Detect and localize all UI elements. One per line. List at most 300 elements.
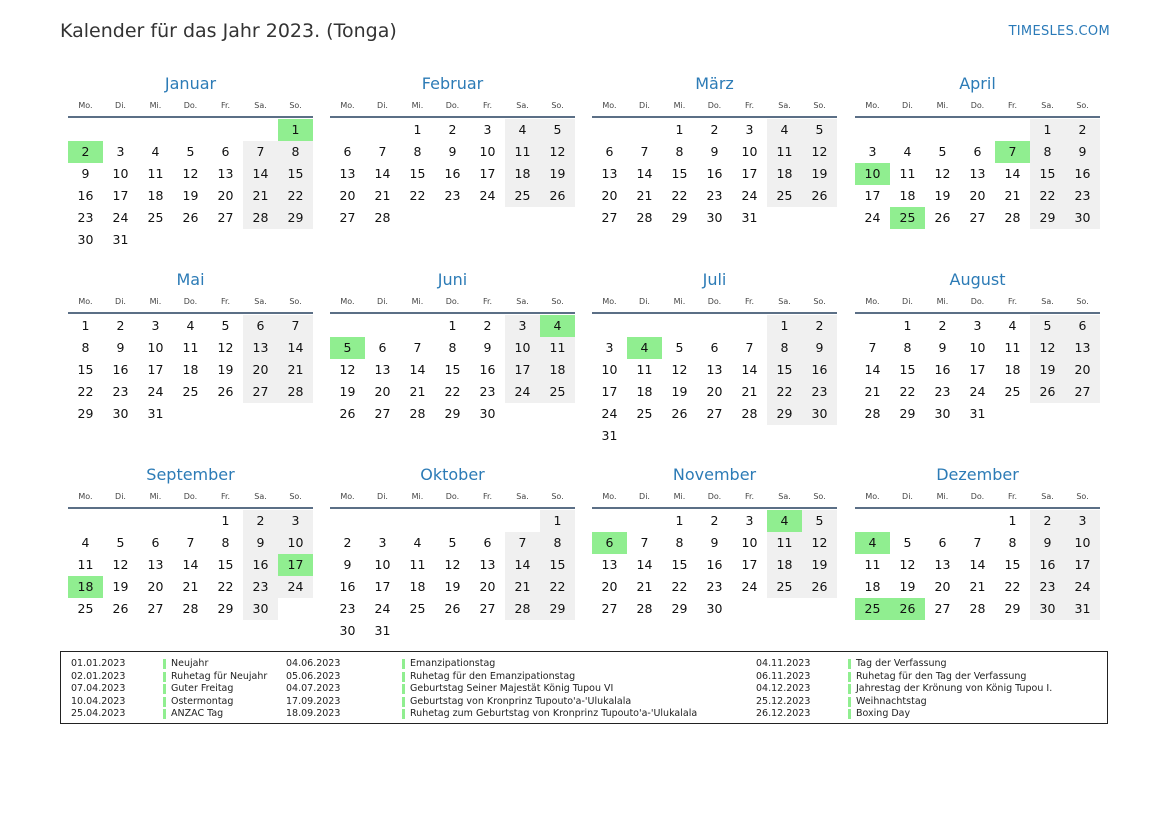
holiday-name: Ruhetag für den Emanzipationstag [410, 670, 576, 682]
month-title: Juli [702, 270, 727, 289]
empty-cell [960, 510, 995, 532]
weekday-header [592, 489, 837, 505]
weekend-day-cell: 8 [1030, 141, 1065, 163]
empty-cell [68, 510, 103, 532]
holiday-day-cell: 18 [68, 576, 103, 598]
day-cell: 22 [671, 579, 688, 594]
day-cell: 11 [899, 166, 916, 181]
legend-row [756, 696, 1052, 709]
day-cell: 3 [868, 144, 877, 159]
day-cell: 19 [339, 384, 356, 399]
week-row [68, 163, 313, 185]
holiday-name: Ruhetag für Neujahr [171, 670, 268, 682]
day-cell: 20 [706, 384, 723, 399]
week-row [68, 141, 313, 163]
day-cell: 27 [479, 601, 496, 616]
day-cell: 22 [671, 188, 688, 203]
day-cell: 29 [444, 406, 461, 421]
day-cell: 28 [409, 406, 426, 421]
weekend-day-cell: 10 [1065, 532, 1100, 554]
legend-row [71, 708, 267, 721]
holiday-date: 18.09.2023 [286, 708, 341, 719]
weekend-day-cell: 19 [802, 554, 837, 576]
weekday-label: Mi. [673, 101, 686, 110]
day-cell: 13 [969, 166, 986, 181]
weekend-day-cell: 11 [767, 532, 802, 554]
day-cell: 30 [706, 210, 723, 225]
day-cell: 23 [934, 384, 951, 399]
weekend-day-cell: 30 [1030, 598, 1065, 620]
day-cell: 1 [675, 122, 684, 137]
day-cell: 26 [112, 601, 129, 616]
day-cell: 8 [903, 340, 912, 355]
day-cell: 3 [483, 122, 492, 137]
holiday-name: Ruhetag für den Tag der Verfassung [856, 670, 1027, 682]
weekend-day-cell: 3 [1065, 510, 1100, 532]
day-cell: 9 [343, 557, 352, 572]
day-cell: 29 [671, 601, 688, 616]
holiday-date: 25.12.2023 [756, 695, 811, 707]
weekend-day-cell: 22 [767, 381, 802, 403]
day-cell: 18 [147, 188, 164, 203]
weekend-day-cell: 14 [278, 337, 313, 359]
weekend-day-cell: 19 [802, 163, 837, 185]
holiday-day-cell: 2 [68, 141, 103, 163]
weekend-day-cell: 4 [767, 119, 802, 141]
day-cell: 10 [479, 144, 496, 159]
weekday-label: So. [813, 492, 826, 501]
week-row [592, 359, 837, 381]
day-cell: 27 [217, 210, 234, 225]
holiday-day-cell: 1 [278, 119, 313, 141]
day-cell: 24 [374, 601, 391, 616]
week-row [592, 163, 837, 185]
weekday-label: Sa. [1041, 492, 1054, 501]
week-row [330, 532, 575, 554]
day-cell: 4 [1008, 318, 1017, 333]
week-row [855, 532, 1100, 554]
day-cell: 10 [147, 340, 164, 355]
empty-cell [470, 510, 505, 532]
holiday-day-cell: 25 [890, 207, 925, 229]
weekend-day-cell: 30 [243, 598, 278, 620]
week-row [855, 510, 1100, 532]
day-cell: 29 [217, 601, 234, 616]
weekend-day-cell: 11 [505, 141, 540, 163]
day-cell: 17 [969, 362, 986, 377]
weekend-day-cell: 21 [243, 185, 278, 207]
weekend-day-cell: 26 [802, 576, 837, 598]
week-row [330, 315, 575, 337]
day-cell: 18 [182, 362, 199, 377]
day-cell: 20 [217, 188, 234, 203]
day-cell: 29 [77, 406, 94, 421]
day-cell: 22 [77, 384, 94, 399]
weekend-day-cell: 18 [767, 554, 802, 576]
day-cell: 26 [671, 406, 688, 421]
week-row [592, 141, 837, 163]
brand-link[interactable]: TIMESLES.COM [1008, 24, 1110, 39]
day-cell: 3 [745, 513, 754, 528]
weekday-label: Sa. [516, 101, 529, 110]
day-cell: 23 [112, 384, 129, 399]
day-cell: 20 [147, 579, 164, 594]
day-cell: 28 [1004, 210, 1021, 225]
weekday-header [330, 294, 575, 310]
day-cell: 25 [636, 406, 653, 421]
holiday-day-cell: 25 [855, 598, 890, 620]
day-cell: 3 [151, 318, 160, 333]
weekday-label: Sa. [778, 297, 791, 306]
weekday-label: Mo. [865, 492, 880, 501]
week-row [592, 119, 837, 141]
day-cell: 14 [636, 557, 653, 572]
weekend-day-cell: 15 [767, 359, 802, 381]
day-cell: 6 [343, 144, 352, 159]
empty-cell [732, 315, 767, 337]
day-cell: 22 [217, 579, 234, 594]
day-cell: 16 [934, 362, 951, 377]
weekend-day-cell: 2 [1030, 510, 1065, 532]
month-februar [330, 73, 575, 229]
weekend-day-cell: 7 [278, 315, 313, 337]
weekend-day-cell: 28 [505, 598, 540, 620]
day-cell: 24 [147, 384, 164, 399]
day-cell: 6 [378, 340, 387, 355]
weekend-day-cell: 2 [802, 315, 837, 337]
empty-cell [540, 207, 575, 229]
holiday-marker [848, 672, 851, 682]
weekday-label: Fr. [1007, 297, 1018, 306]
empty-cell [103, 510, 138, 532]
weekday-label: Mi. [149, 101, 162, 110]
week-row [330, 620, 575, 642]
weekday-label: So. [813, 297, 826, 306]
day-cell: 11 [182, 340, 199, 355]
day-cell: 27 [969, 210, 986, 225]
weekday-label: So. [551, 297, 564, 306]
day-cell: 24 [479, 188, 496, 203]
weekend-day-cell: 8 [278, 141, 313, 163]
day-cell: 19 [182, 188, 199, 203]
weekend-day-cell: 8 [540, 532, 575, 554]
weekday-label: Mo. [78, 492, 93, 501]
week-row [855, 576, 1100, 598]
legend-row [71, 658, 267, 671]
day-cell: 10 [112, 166, 129, 181]
weekday-label: Do. [183, 297, 198, 306]
weekend-day-cell: 1 [1030, 119, 1065, 141]
day-cell: 11 [77, 557, 94, 572]
day-cell: 2 [710, 513, 719, 528]
day-cell: 24 [969, 384, 986, 399]
empty-cell [627, 425, 662, 447]
day-cell: 5 [186, 144, 195, 159]
weekday-label: Di. [902, 297, 913, 306]
weekday-label: Mi. [673, 297, 686, 306]
day-cell: 2 [938, 318, 947, 333]
weekday-label: Di. [115, 297, 126, 306]
day-cell: 13 [339, 166, 356, 181]
day-cell: 15 [409, 166, 426, 181]
weekday-header [330, 489, 575, 505]
day-cell: 22 [409, 188, 426, 203]
day-cell: 31 [741, 210, 758, 225]
weekday-label: So. [551, 101, 564, 110]
weekday-label: Di. [902, 101, 913, 110]
day-cell: 20 [479, 579, 496, 594]
day-cell: 19 [444, 579, 461, 594]
day-cell: 1 [903, 318, 912, 333]
weekday-label: So. [1076, 101, 1089, 110]
day-cell: 17 [112, 188, 129, 203]
weekend-day-cell: 21 [278, 359, 313, 381]
empty-cell [995, 119, 1030, 141]
day-cell: 27 [147, 601, 164, 616]
day-cell: 20 [969, 188, 986, 203]
empty-cell [365, 510, 400, 532]
day-cell: 3 [116, 144, 125, 159]
week-row [68, 119, 313, 141]
day-cell: 1 [1008, 513, 1017, 528]
weekday-label: Mi. [936, 297, 949, 306]
weekend-day-cell: 22 [1030, 185, 1065, 207]
day-cell: 18 [864, 579, 881, 594]
day-cell: 25 [1004, 384, 1021, 399]
week-row [330, 510, 575, 532]
legend-row [286, 658, 697, 671]
month-märz [592, 73, 837, 229]
holiday-marker [163, 672, 166, 682]
weekend-day-cell: 18 [767, 163, 802, 185]
holiday-name: Guter Freitag [171, 683, 234, 694]
weekend-day-cell: 18 [540, 359, 575, 381]
day-cell: 31 [969, 406, 986, 421]
weekend-day-cell: 7 [505, 532, 540, 554]
day-cell: 13 [479, 557, 496, 572]
empty-cell [173, 229, 208, 251]
weekday-header [592, 294, 837, 310]
weekday-label: Do. [445, 101, 460, 110]
day-cell: 30 [339, 623, 356, 638]
empty-cell [890, 119, 925, 141]
weekend-day-cell: 4 [505, 119, 540, 141]
weekend-day-cell: 19 [1030, 359, 1065, 381]
week-row [330, 381, 575, 403]
weekday-label: Mo. [865, 101, 880, 110]
day-cell: 20 [601, 579, 618, 594]
day-cell: 15 [77, 362, 94, 377]
day-cell: 10 [969, 340, 986, 355]
empty-cell [697, 315, 732, 337]
week-row [330, 359, 575, 381]
empty-cell [960, 119, 995, 141]
day-cell: 28 [969, 601, 986, 616]
weekday-label: Fr. [1007, 492, 1018, 501]
weekend-day-cell: 25 [767, 185, 802, 207]
day-cell: 26 [444, 601, 461, 616]
holiday-marker [848, 684, 851, 694]
weekend-day-cell: 22 [278, 185, 313, 207]
week-row [68, 229, 313, 251]
empty-cell [138, 510, 173, 532]
day-cell: 19 [217, 362, 234, 377]
weekend-day-cell: 26 [802, 185, 837, 207]
week-row [855, 207, 1100, 229]
day-cell: 21 [969, 579, 986, 594]
weekday-header [592, 98, 837, 114]
empty-cell [68, 119, 103, 141]
empty-cell [400, 620, 435, 642]
holiday-marker [402, 659, 405, 669]
week-row [592, 207, 837, 229]
day-cell: 13 [217, 166, 234, 181]
day-cell: 24 [601, 406, 618, 421]
empty-cell [208, 229, 243, 251]
week-row [330, 598, 575, 620]
day-cell: 7 [640, 144, 649, 159]
weekend-day-cell: 9 [1065, 141, 1100, 163]
weekend-day-cell: 2 [243, 510, 278, 532]
day-cell: 20 [934, 579, 951, 594]
day-cell: 12 [339, 362, 356, 377]
weekday-label: So. [1076, 297, 1089, 306]
day-cell: 3 [605, 340, 614, 355]
weekday-label: Fr. [1007, 101, 1018, 110]
month-title: Oktober [420, 465, 485, 484]
day-cell: 5 [221, 318, 230, 333]
month-oktober [330, 464, 575, 642]
legend-row [286, 671, 697, 684]
day-cell: 15 [1004, 557, 1021, 572]
empty-cell [890, 510, 925, 532]
weekday-label: So. [289, 297, 302, 306]
empty-cell [400, 315, 435, 337]
day-cell: 12 [217, 340, 234, 355]
day-cell: 26 [339, 406, 356, 421]
empty-cell [470, 620, 505, 642]
week-row [68, 207, 313, 229]
empty-cell [697, 425, 732, 447]
day-cell: 18 [409, 579, 426, 594]
day-cell: 14 [636, 166, 653, 181]
holiday-name: Jahrestag der Krönung von König Tupou I. [856, 683, 1053, 694]
weekday-label: Sa. [1041, 101, 1054, 110]
weekday-label: Mo. [78, 297, 93, 306]
week-row [855, 554, 1100, 576]
weekend-day-cell: 9 [802, 337, 837, 359]
day-cell: 15 [217, 557, 234, 572]
empty-cell [243, 119, 278, 141]
day-cell: 11 [147, 166, 164, 181]
holiday-day-cell: 4 [627, 337, 662, 359]
weekday-label: Di. [115, 101, 126, 110]
month-title: März [695, 74, 734, 93]
day-cell: 13 [374, 362, 391, 377]
holiday-date: 04.06.2023 [286, 658, 341, 669]
empty-cell [400, 510, 435, 532]
day-cell: 17 [864, 188, 881, 203]
day-cell: 17 [741, 166, 758, 181]
empty-cell [802, 425, 837, 447]
holiday-day-cell: 26 [890, 598, 925, 620]
legend-row [756, 683, 1052, 696]
weekend-day-cell: 17 [505, 359, 540, 381]
day-cell: 8 [675, 144, 684, 159]
empty-cell [365, 119, 400, 141]
day-cell: 25 [182, 384, 199, 399]
month-title: September [146, 465, 235, 484]
day-cell: 9 [938, 340, 947, 355]
week-row [855, 315, 1100, 337]
weekend-day-cell: 19 [540, 163, 575, 185]
day-cell: 7 [186, 535, 195, 550]
day-cell: 28 [636, 601, 653, 616]
week-row [592, 381, 837, 403]
weekday-label: Sa. [516, 492, 529, 501]
day-cell: 23 [706, 579, 723, 594]
weekday-label: Fr. [482, 101, 493, 110]
day-cell: 5 [116, 535, 125, 550]
weekday-label: Mi. [149, 297, 162, 306]
empty-cell [627, 315, 662, 337]
day-cell: 31 [601, 428, 618, 443]
week-row [68, 315, 313, 337]
weekend-day-cell: 14 [505, 554, 540, 576]
week-row [592, 598, 837, 620]
weekday-label: Di. [377, 101, 388, 110]
day-cell: 3 [973, 318, 982, 333]
weekday-label: Do. [707, 492, 722, 501]
day-cell: 14 [969, 557, 986, 572]
empty-cell [1065, 403, 1100, 425]
weekend-day-cell: 16 [802, 359, 837, 381]
day-cell: 13 [601, 557, 618, 572]
legend-row [756, 671, 1052, 684]
weekend-day-cell: 28 [243, 207, 278, 229]
weekend-day-cell: 12 [540, 141, 575, 163]
weekend-day-cell: 12 [802, 141, 837, 163]
holiday-marker [163, 684, 166, 694]
weekday-label: Mi. [936, 492, 949, 501]
weekday-header [855, 294, 1100, 310]
day-cell: 11 [1004, 340, 1021, 355]
weekend-day-cell: 8 [767, 337, 802, 359]
week-row [855, 163, 1100, 185]
day-cell: 4 [413, 535, 422, 550]
empty-cell [925, 119, 960, 141]
day-cell: 30 [112, 406, 129, 421]
empty-cell [173, 403, 208, 425]
week-row [68, 337, 313, 359]
holiday-name: Geburtstag Seiner Majestät König Tupou VI [410, 683, 614, 694]
day-cell: 13 [601, 166, 618, 181]
holiday-name: Weihnachtstag [856, 695, 927, 707]
day-cell: 26 [182, 210, 199, 225]
weekday-label: Do. [970, 297, 985, 306]
week-row [68, 576, 313, 598]
holiday-day-cell: 4 [767, 510, 802, 532]
empty-cell [505, 207, 540, 229]
day-cell: 16 [706, 166, 723, 181]
day-cell: 15 [444, 362, 461, 377]
week-row [592, 403, 837, 425]
day-cell: 7 [973, 535, 982, 550]
empty-cell [767, 425, 802, 447]
empty-cell [662, 425, 697, 447]
holiday-date: 04.07.2023 [286, 683, 341, 694]
week-row [330, 576, 575, 598]
